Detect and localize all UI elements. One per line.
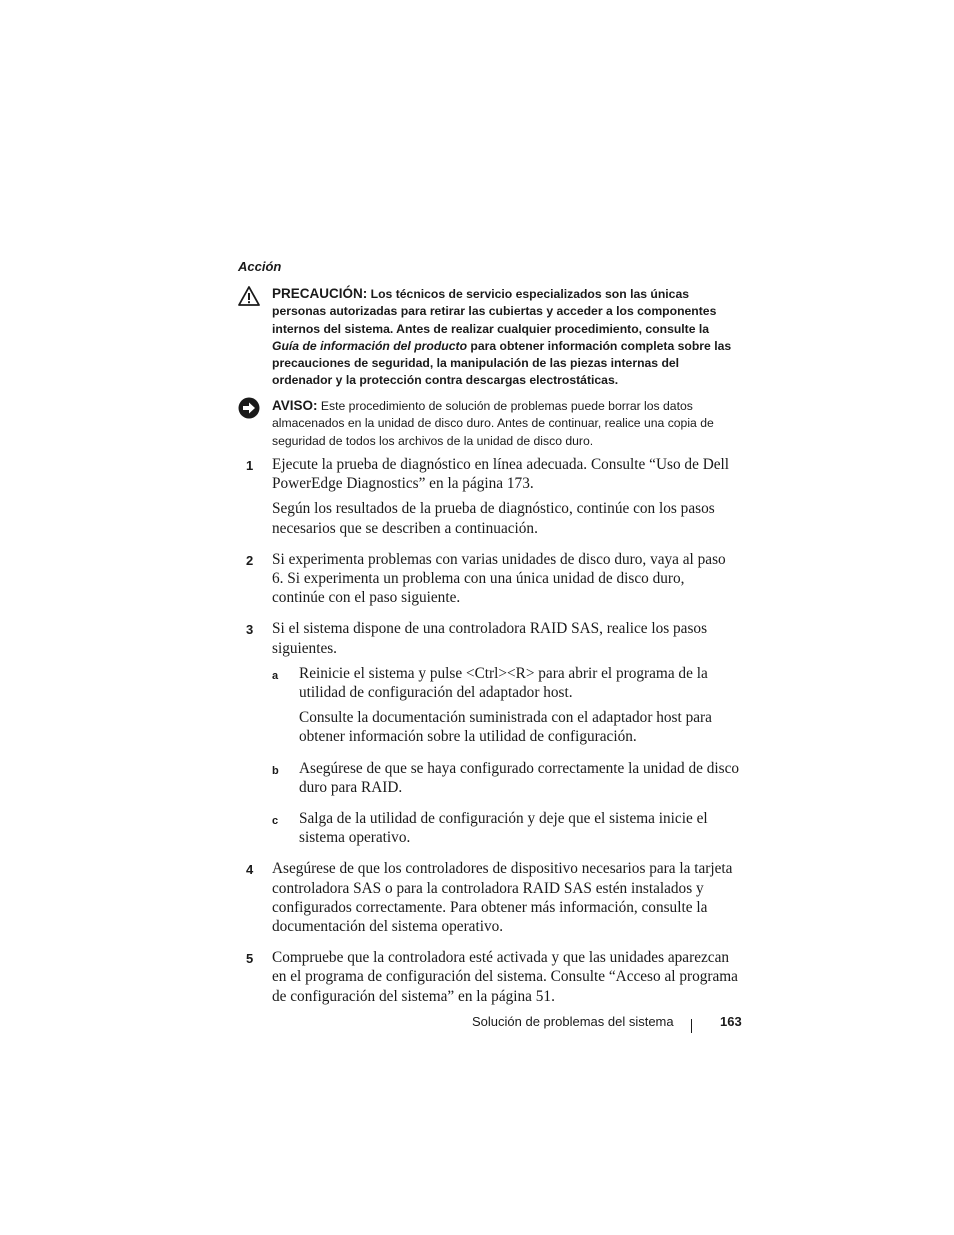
substep-paragraph: Reinicie el sistema y pulse <Ctrl><R> para abrir el programa de la utilidad de configuración del adaptador host. — [299, 664, 708, 702]
step-paragraph: Si experimenta problemas con varias unidades de disco duro, vaya al paso 6. Si experimenta un problema con una única unidad de disco duro, continúe con el paso siguiente. — [272, 550, 726, 607]
procedure-step — [246, 550, 740, 608]
notice-arrow-icon — [238, 397, 260, 419]
footer-divider — [691, 1019, 692, 1033]
notice-body: Este procedimiento de solución de problemas puede borrar los datos almacenados en la unidad de disco duro. Antes de continuar, realice una copia de seguridad de todos los archivos de la unidad de disco duro. — [272, 399, 714, 448]
caution-note — [238, 285, 738, 390]
procedure-step — [246, 455, 740, 538]
caution-label: PRECAUCIÓN: — [272, 286, 368, 301]
substep-letter: c — [272, 815, 279, 828]
procedure-substep — [272, 664, 740, 747]
step-number: 3 — [246, 622, 254, 638]
page-footer — [472, 1014, 742, 1036]
warning-triangle-icon — [238, 285, 260, 307]
substep-paragraph: Consulte la documentación suministrada con el adaptador host para obtener información sobre la utilidad de configuración. — [299, 709, 712, 746]
procedure-substep — [272, 759, 740, 797]
step-number: 4 — [246, 862, 254, 878]
substep-letter: a — [272, 669, 279, 682]
procedure-step — [246, 619, 740, 847]
step-number: 2 — [246, 552, 254, 568]
step-number: 1 — [246, 458, 254, 473]
step-paragraph: Compruebe que la controladora esté activada y que las unidades aparezcan en el programa de configuración del sistema. Consulte “Acceso al programa de configuración del sistema” en la página 51. — [272, 949, 738, 1005]
notice-label: AVISO: — [272, 398, 318, 413]
step-number: 5 — [246, 951, 254, 967]
procedure-substep — [272, 809, 740, 847]
procedure-step — [246, 859, 740, 936]
substep-letter: b — [272, 764, 279, 777]
step-paragraph: Ejecute la prueba de diagnóstico en línea adecuada. Consulte “Uso de Dell PowerEdge Diagnostics” en la página 173. — [272, 456, 730, 493]
section-heading: Acción — [238, 259, 282, 274]
substep-paragraph: Salga de la utilidad de configuración y deje que el sistema inicie el sistema operativo. — [299, 810, 708, 847]
substep-paragraph: Asegúrese de que se haya configurado correctamente la unidad de disco duro para RAID. — [299, 759, 740, 796]
caution-body-2: para obtener información completa sobre las precauciones de seguridad, la manipulación de las piezas internas del ordenador y la protección contra descargas electrostáticas. — [272, 338, 732, 388]
footer-section-title: Solución de problemas del sistema — [472, 1014, 674, 1029]
step-paragraph: Asegúrese de que los controladores de dispositivo necesarios para la tarjeta controladora SAS o para la controladora RAID SAS estén instalados y configurados correctamente. Para obtener más información, consulte la documentación del sistema operativo. — [272, 860, 733, 936]
caution-body-1: Los técnicos de servicio especializados son las únicas personas autorizadas para retirar las cubiertas y acceder a los componentes internos del sistema. Antes de realizar cualquier procedimiento, consulte la — [272, 287, 717, 336]
notice-note — [238, 397, 738, 450]
notice-text — [272, 397, 738, 450]
step-paragraph: Según los resultados de la prueba de diagnóstico, continúe con los pasos necesarios que se describen a continuación. — [272, 500, 715, 537]
page-number: 163 — [720, 1014, 742, 1029]
caution-text — [272, 285, 738, 390]
step-paragraph: Si el sistema dispone de una controladora RAID SAS, realice los pasos siguientes. — [272, 620, 708, 657]
procedure-step — [246, 948, 740, 1006]
product-guide-title: Guía de información del producto — [272, 338, 468, 353]
procedure-steps — [246, 455, 740, 1018]
